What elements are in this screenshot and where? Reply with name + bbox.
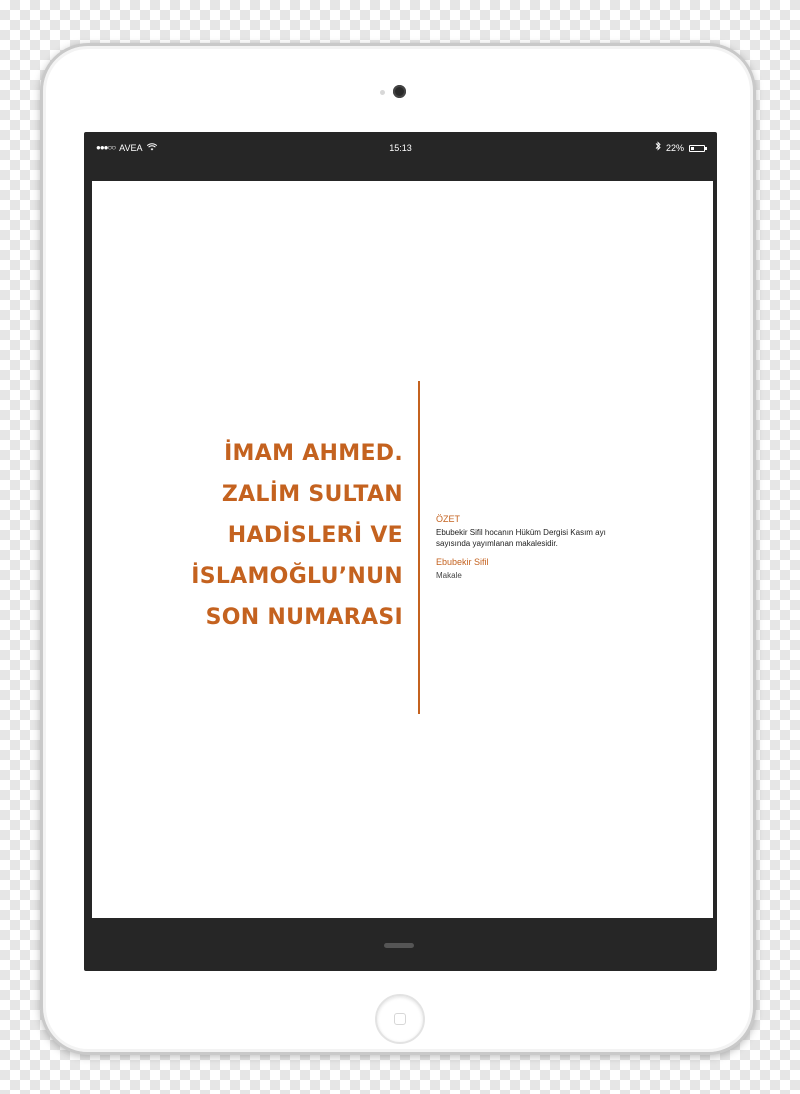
bluetooth-icon [655, 132, 661, 164]
tablet-screen [84, 132, 717, 971]
home-square-icon [394, 1013, 406, 1025]
battery-icon [689, 145, 705, 152]
abstract-text-line: Ebubekir Sifil hocanın Hüküm Dergisi Kasım ayı [436, 528, 606, 537]
title-line: SON NUMARASI [205, 605, 403, 630]
abstract-block [436, 514, 636, 581]
tablet-device [40, 43, 756, 1055]
abstract-heading: ÖZET [436, 514, 460, 524]
battery-fill [691, 147, 694, 150]
title-line: ZALİM SULTAN [221, 482, 403, 507]
home-button[interactable] [375, 994, 425, 1044]
status-bar [84, 132, 717, 164]
sensor-dot [380, 90, 385, 95]
signal-strength-icon: ●●●○○ [96, 143, 116, 152]
article-type: Makale [436, 571, 462, 580]
author-name: Ebubekir Sifil [436, 557, 489, 567]
battery-percent: 22% [665, 143, 684, 153]
title-line: İSLAMOĞLU’NUN [191, 564, 403, 589]
vertical-divider [418, 381, 420, 714]
article-title [132, 433, 403, 638]
title-line: İMAM AHMED. [224, 441, 403, 466]
abstract-text-line: sayısında yayımlanan makalesidir. [436, 539, 558, 548]
front-camera [393, 85, 406, 98]
status-time: 15:13 [389, 143, 412, 153]
toolbar-handle[interactable] [384, 943, 414, 948]
title-line: HADİSLERİ VE [227, 523, 403, 548]
carrier-name: AVEA [119, 143, 143, 153]
status-right [655, 132, 705, 164]
document-page[interactable] [92, 181, 713, 918]
